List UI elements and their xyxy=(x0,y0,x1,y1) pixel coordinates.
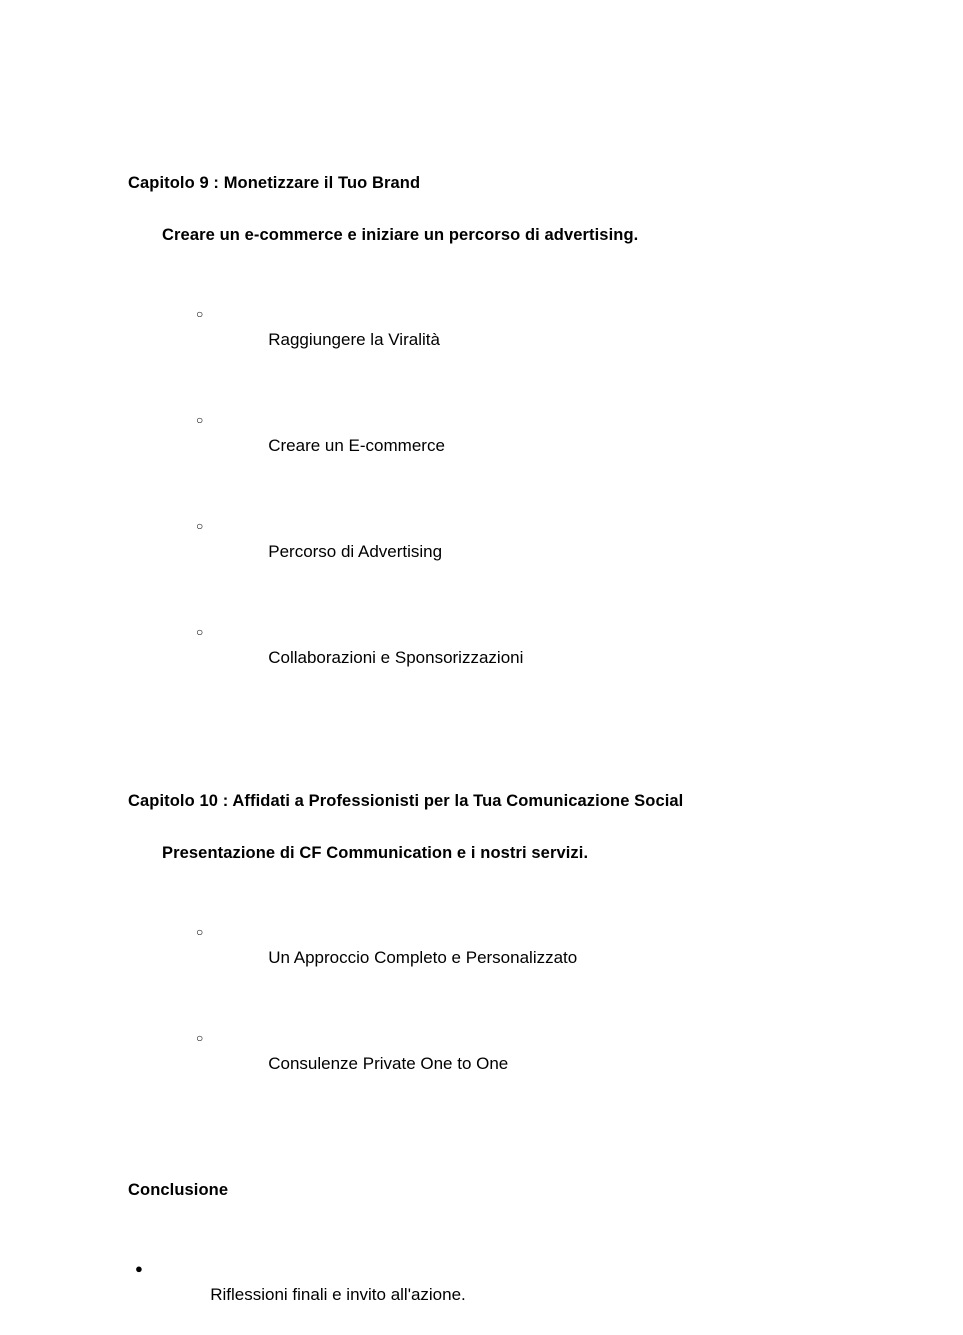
list-item-label: Raggiungere la Viralità xyxy=(268,330,440,349)
list-capitolo-10 xyxy=(196,892,963,1104)
spacer xyxy=(0,1203,963,1229)
list-item xyxy=(135,1229,963,1335)
circle-bullet-icon: ○ xyxy=(196,1030,204,1045)
conclusion-heading: Conclusione xyxy=(128,1181,229,1199)
list-item-label: Creare un E-commerce xyxy=(268,436,445,455)
spacer xyxy=(0,866,963,892)
chapter-heading: Capitolo 9 : Monetizzare il Tuo Brand xyxy=(128,174,421,192)
list-item-label: Consulenze Private One to One xyxy=(268,1054,509,1073)
list-item-label: Un Approccio Completo e Personalizzato xyxy=(268,948,578,967)
list-item xyxy=(196,592,963,698)
list-item-label: Collaborazioni e Sponsorizzazioni xyxy=(268,648,524,667)
section-capitolo-10 xyxy=(0,788,963,1104)
spacer xyxy=(0,248,963,274)
section-capitolo-9 xyxy=(0,170,963,698)
section-subheading: Creare un e-commerce e iniziare un percorso di advertising. xyxy=(162,226,639,244)
section-conclusione xyxy=(0,1177,963,1335)
spacer xyxy=(0,698,963,788)
list-item xyxy=(196,998,963,1104)
circle-bullet-icon: ○ xyxy=(196,518,204,533)
list-item-label: Percorso di Advertising xyxy=(268,542,443,561)
spacer xyxy=(0,1104,963,1177)
list-item xyxy=(196,380,963,486)
list-item xyxy=(196,892,963,998)
list-item-label: Riflessioni finali e invito all'azione. xyxy=(210,1285,466,1304)
circle-bullet-icon: ○ xyxy=(196,306,204,321)
list-item xyxy=(196,486,963,592)
circle-bullet-icon: ○ xyxy=(196,624,204,639)
spacer xyxy=(0,814,963,840)
document-body xyxy=(0,170,963,1335)
list-capitolo-9 xyxy=(196,274,963,698)
list-conclusione xyxy=(135,1229,963,1335)
section-subheading: Presentazione di CF Communication e i nostri servizi. xyxy=(162,844,589,862)
disc-bullet-icon: ● xyxy=(135,1260,143,1276)
list-item xyxy=(196,274,963,380)
circle-bullet-icon: ○ xyxy=(196,924,204,939)
circle-bullet-icon: ○ xyxy=(196,412,204,427)
spacer xyxy=(0,196,963,222)
chapter-heading: Capitolo 10 : Affidati a Professionisti per la Tua Comunicazione Social xyxy=(128,792,684,810)
